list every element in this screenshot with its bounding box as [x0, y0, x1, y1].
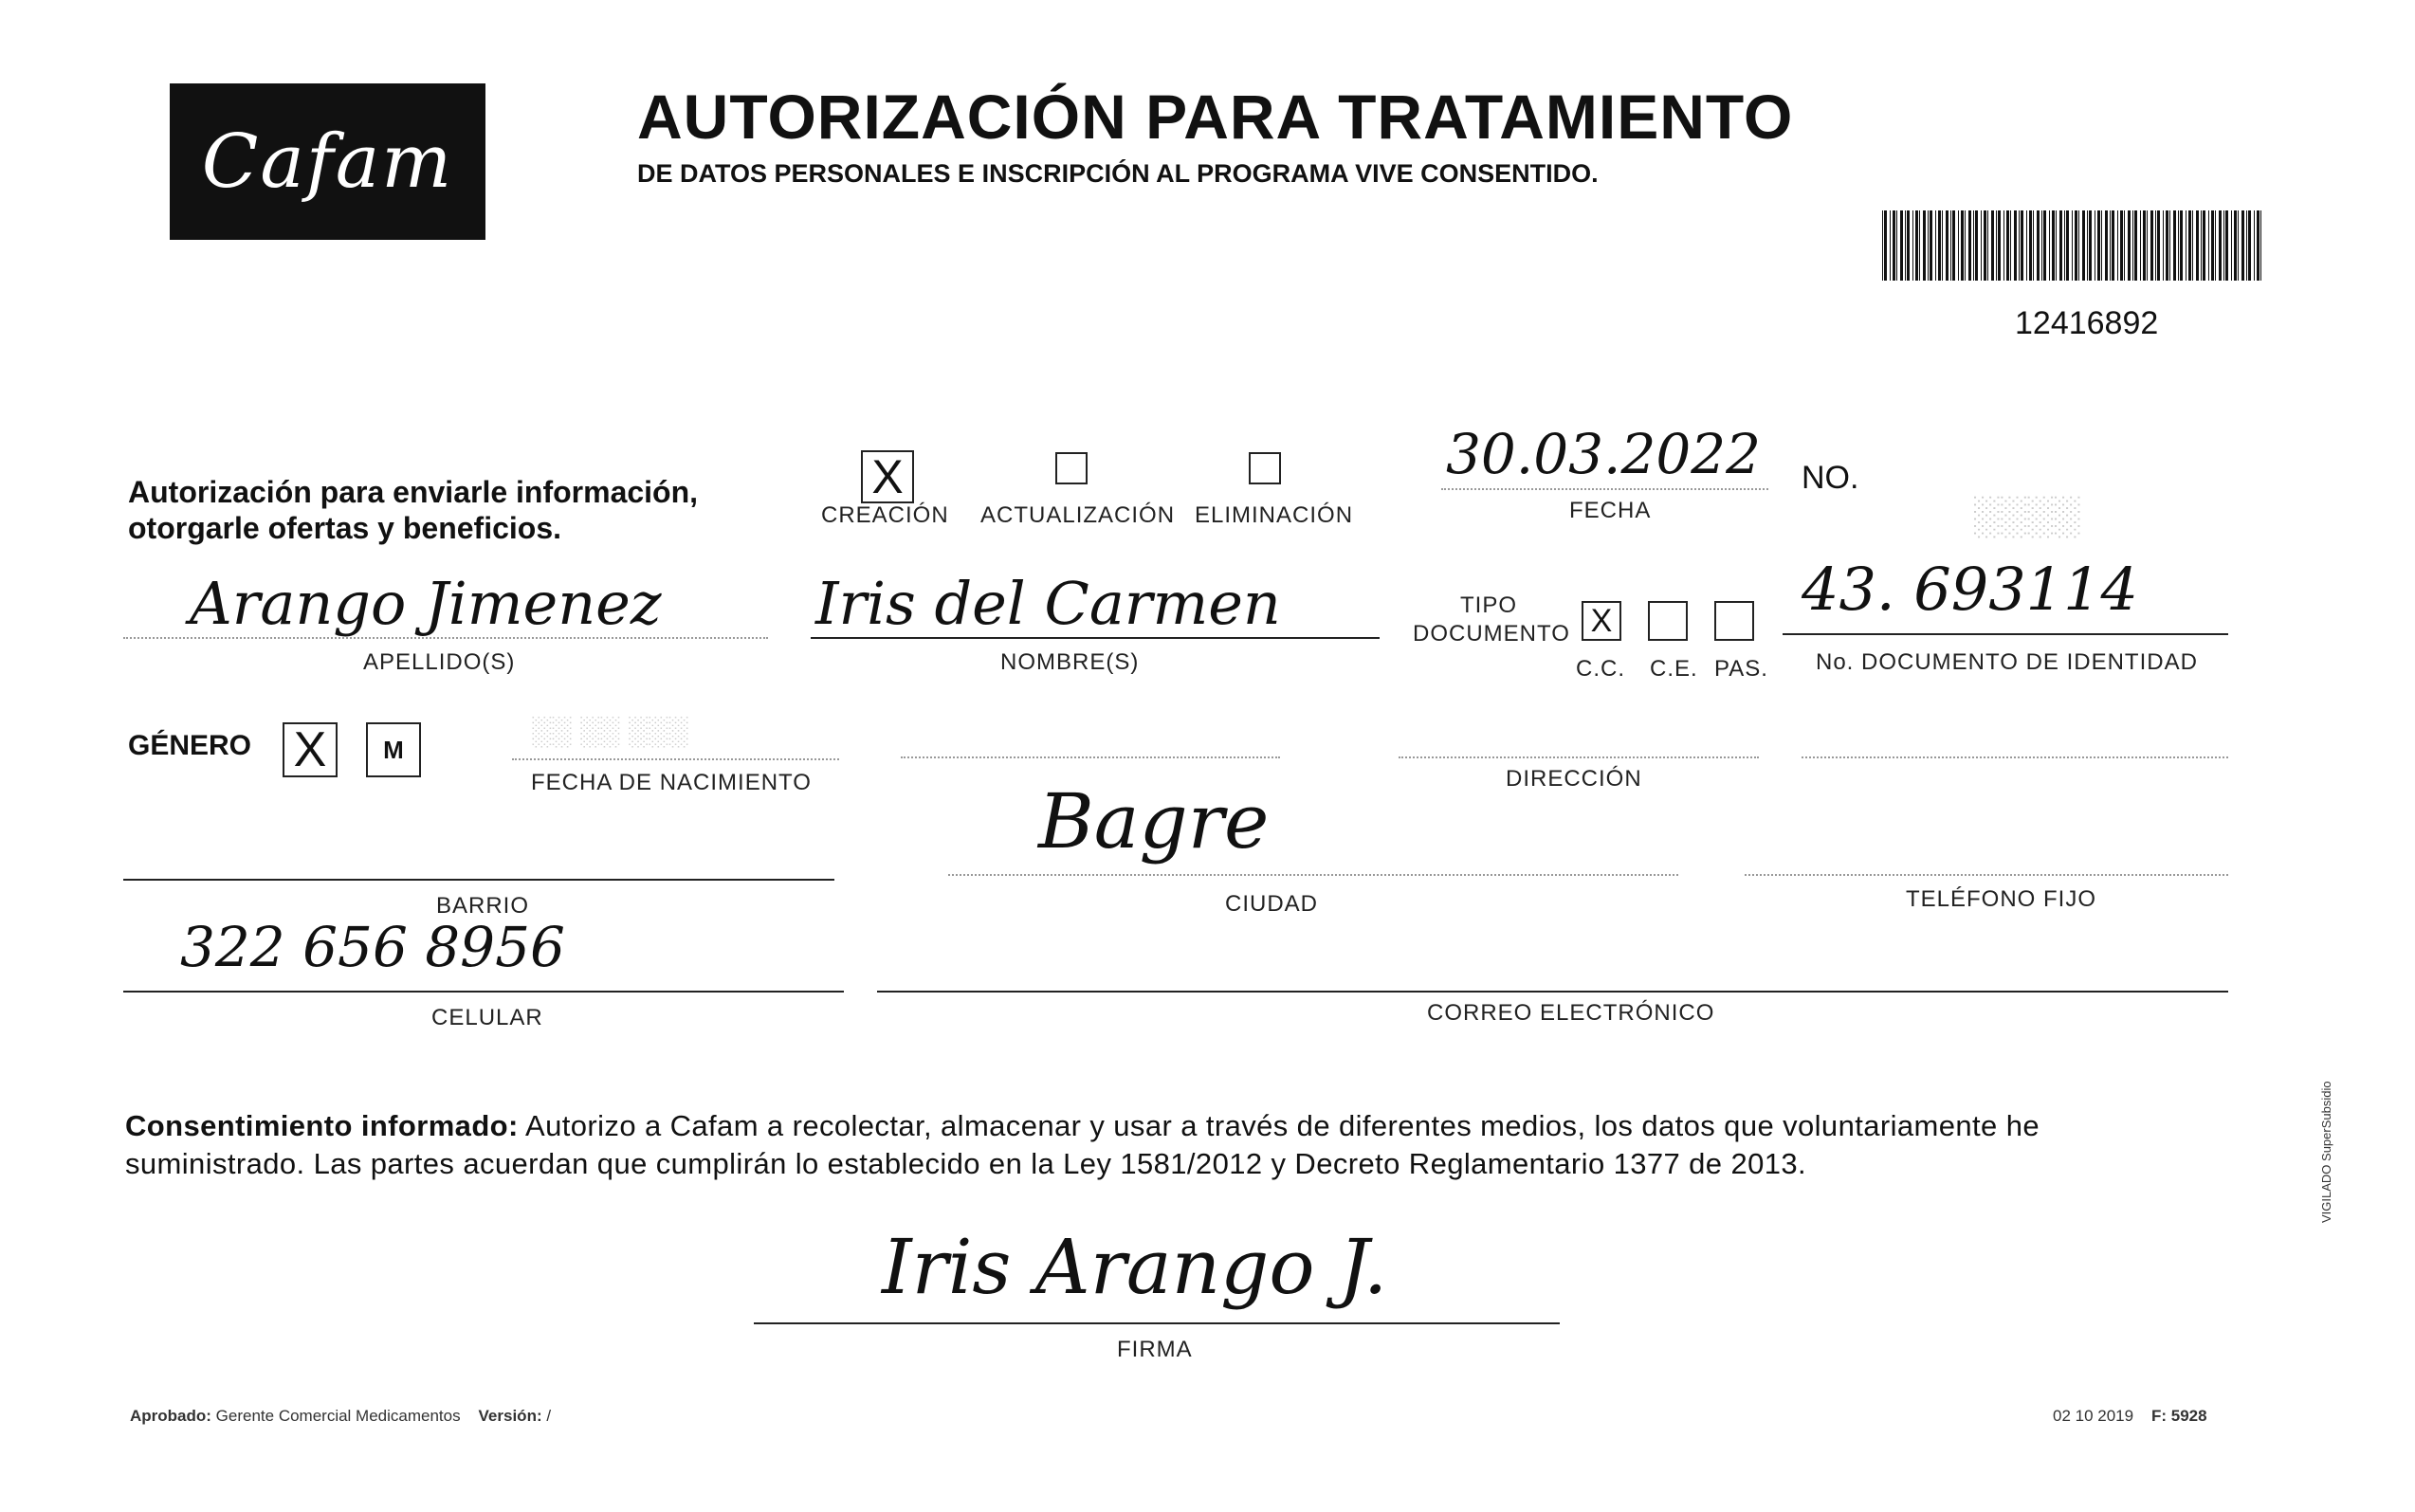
barcode-bar [2246, 210, 2247, 281]
barrio-line [123, 879, 834, 881]
doc-number-line [1783, 633, 2228, 635]
barcode-bar [2021, 210, 2023, 281]
barcode-bar [2101, 210, 2102, 281]
barcode-number: 12416892 [2015, 305, 2159, 341]
city-label: CIUDAD [1225, 891, 1319, 917]
footer-form-code: F: 5928 [2151, 1407, 2207, 1425]
authorization-heading-line2: otorgarle ofertas y beneficios. [128, 511, 562, 545]
barcode-bar [2082, 210, 2085, 281]
barcode-bar [1973, 210, 1974, 281]
barcode-bar [1965, 210, 1966, 281]
barcode-bar [2155, 210, 2156, 281]
consent-heading: Consentimiento informado: [125, 1109, 519, 1142]
doc-number-label: No. DOCUMENTO DE IDENTIDAD [1816, 649, 2198, 675]
barcode-bar [2234, 210, 2237, 281]
barcode-bar [2192, 210, 2193, 281]
barcode-bar [2223, 210, 2224, 281]
checkbox-doc-cc-mark: X [1590, 603, 1613, 639]
barcode-bar [2150, 210, 2153, 281]
barcode-bar [1890, 210, 1891, 281]
date-label: FECHA [1569, 498, 1652, 523]
checkbox-doc-ce[interactable] [1648, 601, 1688, 641]
barcode-bar [1991, 210, 1994, 281]
footer-date: 02 10 2019 [2053, 1407, 2134, 1425]
barcode-bar [2254, 210, 2255, 281]
checkbox-gender-f[interactable] [283, 722, 338, 777]
barcode-bar [1882, 210, 1883, 281]
barcode-bar [1987, 210, 1988, 281]
names-line [811, 637, 1380, 639]
barcode-bar [2157, 210, 2160, 281]
barcode-bar [1958, 210, 1959, 281]
phone-label: TELÉFONO FIJO [1906, 886, 2097, 912]
barcode-bar [2120, 210, 2123, 281]
doc-cc-label: C.C. [1576, 656, 1625, 682]
barcode-bar [2037, 210, 2040, 281]
barcode-bar [1952, 210, 1955, 281]
footer-version-value: / [546, 1407, 552, 1425]
barcode-bar [1946, 210, 1948, 281]
barcode-bar [2173, 210, 2176, 281]
label-eliminacion: ELIMINACIÓN [1195, 502, 1354, 528]
names-label: NOMBRE(S) [1000, 649, 1140, 675]
number-value-faded: ░░░░ [1972, 495, 2080, 537]
barcode-bar [2143, 210, 2146, 281]
signature-label: FIRMA [1117, 1337, 1193, 1362]
checkbox-creacion-mark: X [871, 450, 904, 503]
mobile-value: 322 656 8956 [180, 915, 565, 979]
barcode-bar [2056, 210, 2057, 281]
barcode-bar [1942, 210, 1943, 281]
authorization-heading-line1: Autorización para enviarle información, [128, 475, 699, 509]
barcode [1882, 210, 2261, 281]
barcode-bar [2208, 210, 2209, 281]
barcode-bar [2059, 210, 2062, 281]
barcode-bar [2089, 210, 2092, 281]
barcode-bar [2043, 210, 2046, 281]
checkbox-creacion[interactable] [861, 450, 914, 503]
barcode-bar [1996, 210, 1997, 281]
barcode-bar [2075, 210, 2077, 281]
barcode-bar [1923, 210, 1926, 281]
footer-approved-label: Aprobado: [130, 1407, 211, 1425]
city-line [948, 874, 1678, 876]
barcode-bar [2128, 210, 2131, 281]
doc-pas-label: PAS. [1714, 656, 1768, 682]
footer-version-label: Versión: [478, 1407, 542, 1425]
label-creacion: CREACIÓN [821, 502, 949, 528]
logo-text: Cafam [201, 118, 454, 205]
checkbox-eliminacion[interactable] [1249, 452, 1281, 484]
barcode-bar [2231, 210, 2232, 281]
barcode-bar [1984, 210, 1986, 281]
cafam-logo [170, 83, 485, 240]
birthdate-value-faded: ░░ ░░ ░░░ [531, 716, 688, 747]
barcode-bar [2112, 210, 2114, 281]
email-label: CORREO ELECTRÓNICO [1427, 1000, 1715, 1026]
consent-paragraph [125, 1107, 2221, 1183]
checkbox-gender-m[interactable] [366, 722, 421, 777]
barcode-bar [1884, 210, 1887, 281]
doc-type-label-2: DOCUMENTO [1413, 621, 1570, 647]
barcode-bar [2201, 210, 2202, 281]
barcode-bar [1961, 210, 1964, 281]
barcode-bar [1950, 210, 1951, 281]
barcode-bar [2041, 210, 2042, 281]
barcode-bar [1930, 210, 1932, 281]
barcode-bar [1928, 210, 1929, 281]
barcode-bar [1912, 210, 1913, 281]
supervision-vertical-text: VIGILADO SuperSubsidio [2319, 1081, 2333, 1223]
barcode-bar [1968, 210, 1971, 281]
barcode-bar [2124, 210, 2125, 281]
barcode-bar [2029, 210, 2032, 281]
barcode-bar [2241, 210, 2244, 281]
barcode-bar [1915, 210, 1918, 281]
barcode-bar [2188, 210, 2191, 281]
barcode-bar [2219, 210, 2222, 281]
barcode-bar [2238, 210, 2239, 281]
barcode-bar [2178, 210, 2179, 281]
surnames-line [123, 637, 768, 639]
address-line-2 [1399, 756, 1759, 758]
barcode-bar [1896, 210, 1897, 281]
names-value: Iris del Carmen [815, 569, 1281, 638]
barcode-bar [2260, 210, 2261, 281]
gender-label: GÉNERO [128, 730, 252, 761]
barrio-label: BARRIO [436, 893, 530, 919]
checkbox-gender-f-mark: X [293, 722, 327, 777]
barcode-bar [2072, 210, 2073, 281]
email-line [877, 991, 2228, 993]
form-title: AUTORIZACIÓN PARA TRATAMIENTO [637, 82, 1794, 152]
consent-text: Autorizo a Cafam a recolectar, almacenar y usar a través de diferentes medios, los datos que voluntariamente he suministrado. Las partes acuerdan que cumplirán lo establecido en la Ley 1581/2012 y Decreto Reglamentario 1377 de 2013. [125, 1109, 2040, 1180]
barcode-bar [2066, 210, 2069, 281]
barcode-bar [1935, 210, 1936, 281]
barcode-bar [2166, 210, 2168, 281]
checkbox-doc-pas[interactable] [1714, 601, 1754, 641]
barcode-bar [2105, 210, 2108, 281]
footer-approved [130, 1407, 551, 1426]
surnames-value: Arango Jimenez [190, 569, 662, 638]
barcode-bar [2003, 210, 2004, 281]
authorization-heading [128, 474, 698, 546]
barcode-bar [2019, 210, 2020, 281]
barcode-bar [2180, 210, 2183, 281]
label-actualizacion: ACTUALIZACIÓN [980, 502, 1176, 528]
barcode-bar [2134, 210, 2137, 281]
barcode-bar [2049, 210, 2050, 281]
barcode-bar [2078, 210, 2079, 281]
birthdate-line [512, 758, 839, 760]
doc-type-label-1: TIPO [1460, 592, 1518, 618]
barcode-bar [2052, 210, 2055, 281]
barcode-bar [2006, 210, 2009, 281]
doc-number-value: 43. 693114 [1802, 555, 2138, 624]
barcode-bar [2211, 210, 2214, 281]
barcode-bar [2196, 210, 2199, 281]
barcode-bar [2087, 210, 2088, 281]
address-label: DIRECCIÓN [1506, 766, 1642, 792]
footer-right [2053, 1407, 2207, 1426]
address-line-3 [1802, 756, 2228, 758]
barcode-bar [2132, 210, 2133, 281]
address-line-1 [901, 756, 1280, 758]
barcode-bar [1938, 210, 1941, 281]
city-value: Bagre [1038, 777, 1270, 865]
doc-ce-label: C.E. [1650, 656, 1698, 682]
checkbox-actualizacion[interactable] [1055, 452, 1088, 484]
barcode-bar [2097, 210, 2100, 281]
barcode-bar [1905, 210, 1906, 281]
barcode-bar [2248, 210, 2251, 281]
number-label: NO. [1802, 460, 1859, 496]
checkbox-doc-cc[interactable] [1582, 601, 1621, 641]
surnames-label: APELLIDO(S) [363, 649, 516, 675]
date-line [1441, 488, 1768, 490]
barcode-bar [2140, 210, 2141, 281]
barcode-bar [1919, 210, 1920, 281]
barcode-bar [2033, 210, 2034, 281]
mobile-line [123, 991, 844, 993]
birthdate-label: FECHA DE NACIMIENTO [531, 770, 812, 795]
mobile-label: CELULAR [431, 1005, 543, 1030]
footer-approved-value: Gerente Comercial Medicamentos [215, 1407, 461, 1425]
barcode-bar [1893, 210, 1895, 281]
barcode-bar [2117, 210, 2118, 281]
barcode-bar [2010, 210, 2011, 281]
barcode-bar [1907, 210, 1910, 281]
barcode-bar [2163, 210, 2164, 281]
barcode-bar [1998, 210, 2001, 281]
barcode-bar [2064, 210, 2065, 281]
barcode-bar [2257, 210, 2259, 281]
barcode-bar [2225, 210, 2228, 281]
signature-value: Iris Arango J. [882, 1223, 1388, 1311]
barcode-bar [2026, 210, 2027, 281]
barcode-bar [1975, 210, 1978, 281]
barcode-bar [2169, 210, 2170, 281]
barcode-bar [2014, 210, 2017, 281]
date-value: 30.03.2022 [1446, 422, 1762, 486]
form-subtitle: DE DATOS PERSONALES E INSCRIPCIÓN AL PROGRAMA VIVE CONSENTIDO. [637, 159, 1599, 188]
barcode-bar [2203, 210, 2205, 281]
barcode-bar [1981, 210, 1982, 281]
barcode-bar [1900, 210, 1903, 281]
phone-line [1745, 874, 2228, 876]
checkbox-gender-m-letter: M [383, 736, 404, 764]
barcode-bar [2215, 210, 2216, 281]
barcode-bar [2110, 210, 2111, 281]
barcode-bar [2147, 210, 2148, 281]
signature-line [754, 1322, 1560, 1324]
